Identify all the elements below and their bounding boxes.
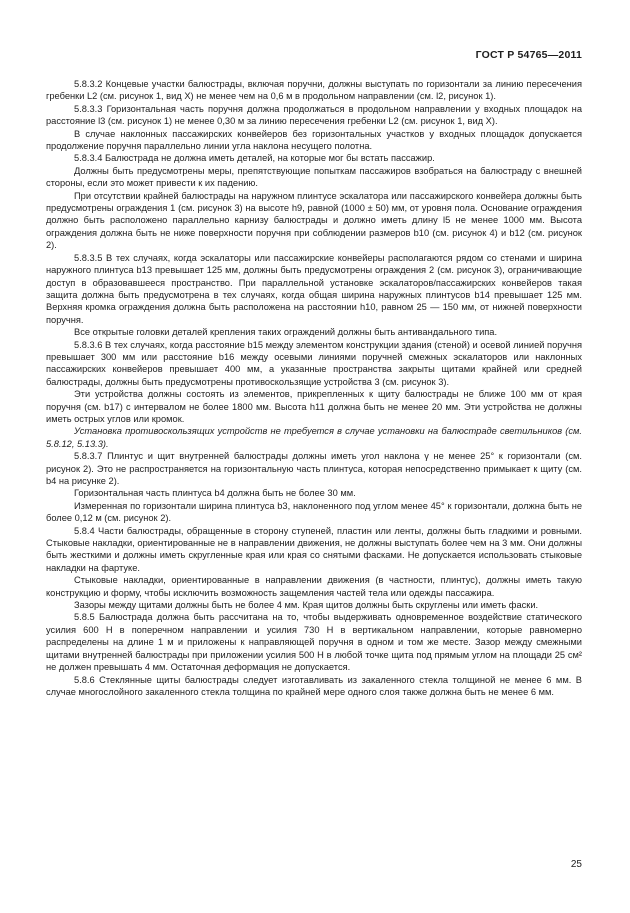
paragraph-5-8-3-3: 5.8.3.3 Горизонтальная часть поручня должна продолжаться в продольном направлении у входных площадок на расстояние l3 (см. рисунок 1) не менее 0,30 м за линию пересечения гребенки L2 (см. рисунок 1, вид X). [46,103,582,127]
paragraph-5-8-3-5: 5.8.3.5 В тех случаях, когда эскалаторы или пассажирские конвейеры располагаются рядом со стенами и ширина наружного плинтуса b13 превышает 125 мм, должны быть предусмотрены ограждения 2 (см. рисунок 3), ограничивающие доступ в образовавшееся пространство. При параллельной установке эскалаторов/пассажирских конвейеров такая защита должна быть предусмотрена в тех случаях, когда общая ширина наружных плинтусов b14 превышает 125 мм. Верхняя кромка ограждения должна быть расположена на расстоянии h10, равном 25 — 150 мм, от нижней поверхности поручня. [46,252,582,325]
paragraph-5-8-4: 5.8.4 Части балюстрады, обращенные в сторону ступеней, пластин или ленты, должны быть гладкими и ровными. Стыковые накладки, ориентированные не в направлении движения, не должны выступать более чем на 3 мм. Они должны быть жесткими и должны иметь скругленные края или края со снятыми фасками. Не допускается использовать стыковые накладки на фартуке. [46,525,582,573]
paragraph-5-8-3-2: 5.8.3.2 Концевые участки балюстрады, включая поручни, должны выступать по горизонтали за линию пересечения гребенки L2 (см. рисунок 1, вид X) не менее чем на 0,6 м в продольном направлении (см. l2, рисунок 1). [46,79,582,102]
paragraph: Горизонтальная часть плинтуса b4 должна быть не более 30 мм. [74,488,356,499]
italic-note: Установка противоскользящих устройств не требуется в случае установки на балюстраде светильников (см. 5.8.12, 5.13.3). [46,426,582,449]
paragraph-5-8-3-7: 5.8.3.7 Плинтус и щит внутренней балюстрады должны иметь угол наклона γ не менее 25° к горизонтали (см. рисунок 2). Это не распространяется на горизонтальную часть плинтуса, которая непосредственно примыкает к щиту (см. b4 на рисунке 2). [46,451,582,486]
paragraph: В случае наклонных пассажирских конвейеров без горизонтальных участков у входных площадок допускается продолжение поручня параллельно линии угла наклона несущего полотна. [46,128,582,152]
page-number: 25 [570,859,582,870]
document-body [46,78,582,698]
paragraph: Стыковые накладки, ориентированные в направлении движения (в частности, плинтус), должны иметь такую конструкцию и форму, чтобы исключить возможность защемления частей тела или одежды пассажира. [46,575,582,598]
standard-header: ГОСТ Р 54765—2011 [475,49,582,61]
paragraph-5-8-5: 5.8.5 Балюстрада должна быть рассчитана на то, чтобы выдерживать одновременное воздействие статического усилия 600 Н в поперечном направлении и усилия 730 Н в вертикальном направлении, которые равномерно распределены на длине 1 м и приложены к направляющей поручня в одном и том же месте. Зазор между смежными щитами внутренней балюстрады при приложении усилия 500 Н в любой точке щита под прямым углом на площади 25 см² не должен превышать 4 мм. Остаточная деформация не допускается. [46,612,582,673]
paragraph-5-8-6: 5.8.6 Стеклянные щиты балюстрады следует изготавливать из закаленного стекла толщиной не менее 6 мм. В случае многослойного закаленного стекла толщина по крайней мере одного слоя также должна быть не менее 6 мм. [46,674,582,697]
paragraph: Должны быть предусмотрены меры, препятствующие попыткам пассажиров взобраться на балюстраду с внешней стороны, если это может привести к их падению. [46,165,582,189]
paragraph: При отсутствии крайней балюстрады на наружном плинтусе эскалатора или пассажирского конвейера должны быть предусмотрены ограждения 1 (см. рисунок 3) на высоте h9, равной (1000 ± 50) мм, от уровня пола. Основание ограждения должно быть расположено параллельно карнизу балюстрады и должно иметь длину l5 не менее 1000 мм. Высота ограждения должна быть не ниже поверхности поручня при соблюдении размеров b10 (см. рисунок 4) и b12 (см. рисунок 2). [46,190,582,251]
paragraph-5-8-3-6: 5.8.3.6 В тех случаях, когда расстояние b15 между элементом конструкции здания (стеной) и осевой линией поручня превышает 300 мм или расстояние b16 между осевыми линиями поручней смежных эскалаторов или наклонных пассажирских конвейеров превышает 400 мм, а указанные пространства закрыты щитами крайней или средней балюстрады, должны быть предусмотрены противоскользящие устройства 3 (см. рисунок 3). [46,339,582,387]
paragraph: Зазоры между щитами должны быть не более 4 мм. Края щитов должны быть скруглены или иметь фаски. [74,600,539,611]
paragraph: Измеренная по горизонтали ширина плинтуса b3, наклоненного под углом менее 45° к горизонтали, должна быть не более 0,12 м (см. рисунок 2). [46,500,582,524]
paragraph-5-8-3-4: 5.8.3.4 Балюстрада не должна иметь деталей, на которые мог бы встать пассажир. [74,153,435,164]
paragraph: Все открытые головки деталей крепления таких ограждений должны быть антивандального типа. [74,327,498,338]
paragraph: Эти устройства должны состоять из элементов, прикрепленных к щиту балюстрады не ближе 100 мм от края поручня (см. b17) с интервалом не более 1800 мм. Высота h11 должна быть не менее 20 мм. Эти устройства не должны иметь острых углов или кромок. [46,389,582,424]
